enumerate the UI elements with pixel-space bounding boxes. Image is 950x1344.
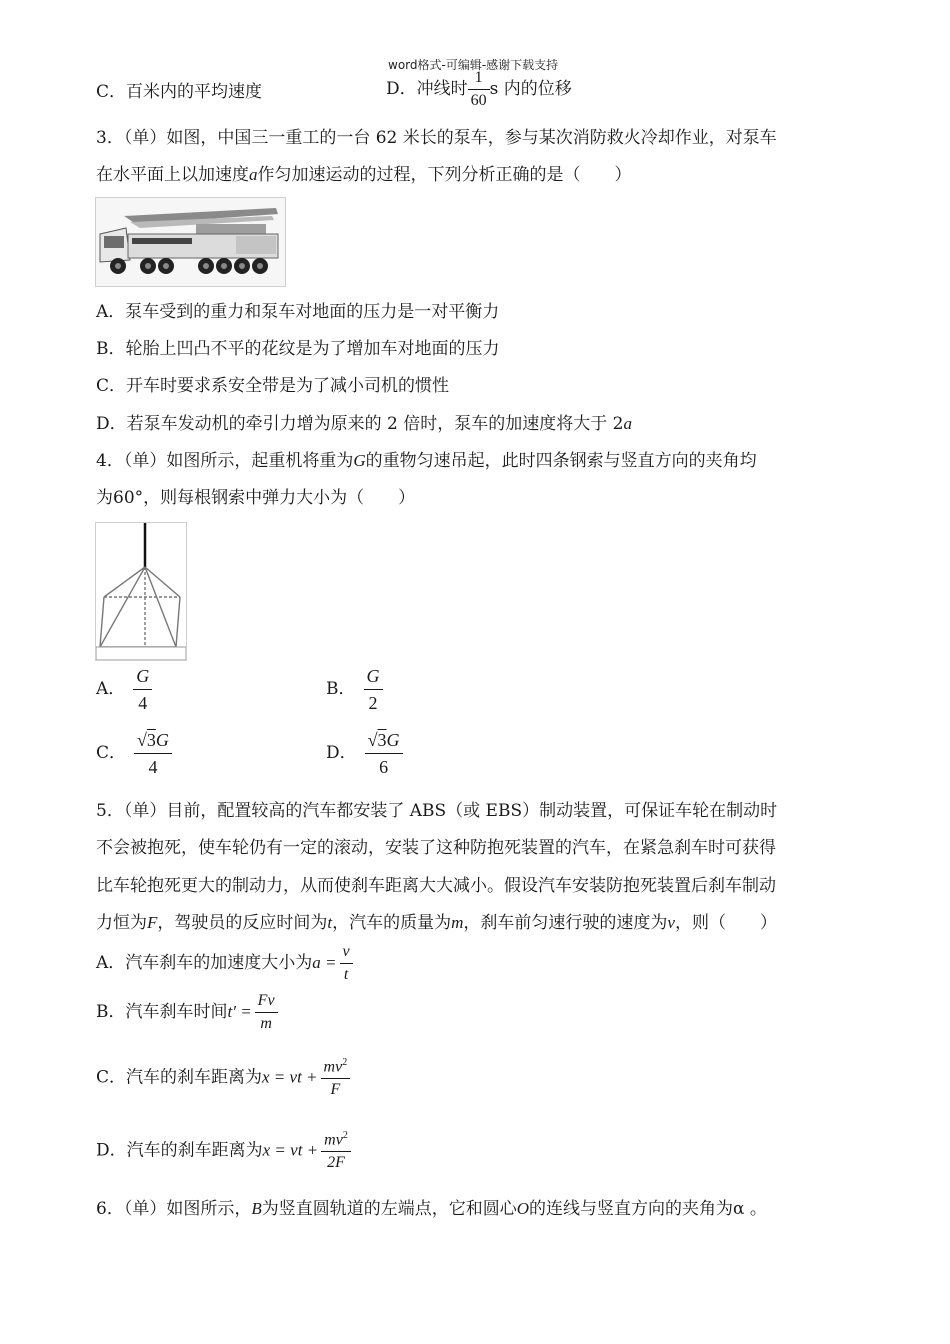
q5-option-c-text: C．汽车的刹车距离为 (96, 1067, 263, 1088)
q6-stem-line1 (96, 1198, 767, 1220)
q5-var-t: t (327, 913, 333, 932)
q3-option-b: B．轮胎上凹凸不平的花纹是为了增加车对地面的压力 (96, 339, 500, 359)
q2-option-c: C．百米内的平均速度 (96, 82, 263, 102)
fraction-numerator: 1 (468, 70, 490, 90)
q4-option-c-label: C． (96, 743, 127, 763)
q4-option-b-label: B． (326, 679, 356, 699)
q5-option-b-fraction (255, 993, 278, 1032)
q5-option-a (96, 944, 353, 983)
q4-option-b (326, 667, 383, 712)
q3-line2-pre: 在水平面上以加速度 (96, 165, 249, 185)
fraction-var: mv (324, 1131, 343, 1149)
fraction-denominator: 4 (148, 757, 158, 777)
q5-option-c-fraction (321, 1058, 351, 1098)
fraction-denominator: t (343, 966, 349, 983)
q5-option-d-text: D．汽车的刹车距离为 (96, 1140, 263, 1161)
sqrt-radicand: 3 (146, 730, 156, 750)
q3-option-c: C．开车时要求系安全带是为了减小司机的惯性 (96, 376, 450, 396)
q4-option-a-fraction (133, 667, 152, 712)
q4-stem-line2: 为60°，则每根钢索中弹力大小为（ ） (96, 488, 416, 508)
q5-var-f: F (147, 913, 158, 932)
q5-option-c (96, 1058, 350, 1098)
fraction-numerator: G (364, 667, 383, 690)
q4-option-d (326, 731, 403, 776)
q5-option-b (96, 993, 278, 1032)
fraction-numerator: v (340, 944, 353, 964)
fraction-numerator: √3G (134, 731, 172, 754)
pump-truck-image (95, 197, 286, 287)
q3-var-a: a (249, 165, 258, 184)
q6-var-b: B (251, 1199, 262, 1218)
fraction-var: mv (323, 1058, 343, 1076)
q3-option-a: A．泵车受到的重力和泵车对地面的压力是一对平衡力 (96, 302, 500, 322)
q4-option-b-fraction (364, 667, 383, 712)
q5-var-v: v (667, 913, 675, 932)
q3-option-d-var: a (623, 414, 632, 433)
q5-option-d-lhs: x = vt + (262, 1140, 319, 1160)
q5-line4-part5: ，则（ ） (674, 913, 777, 933)
page-header: word格式-可编辑-感谢下载支持 (388, 58, 559, 72)
q4-var-g: G (353, 451, 366, 470)
pump-truck-illustration (96, 198, 285, 286)
q5-option-a-text: A．汽车刹车的加速度大小为 (96, 953, 313, 973)
q5-option-d-fraction (321, 1131, 351, 1171)
q4-option-c (96, 731, 172, 776)
q2-option-d (386, 70, 572, 109)
fraction-denominator: 2 (368, 693, 378, 713)
q2-option-d-prefix: D．冲线时 (386, 79, 468, 99)
crane-diagram-svg (96, 523, 186, 660)
q4-option-d-label: D． (326, 743, 357, 763)
q6-var-o: O (516, 1199, 529, 1218)
q4-option-c-fraction (134, 731, 172, 776)
q4-option-a-label: A． (96, 679, 126, 699)
fraction-var: G (155, 730, 169, 750)
q5-option-c-lhs: x = vt + (262, 1067, 318, 1087)
q6-pre: 6．（单）如图所示， (96, 1199, 252, 1219)
exponent: 2 (342, 1130, 348, 1141)
q5-stem-line4 (96, 912, 777, 934)
q4-line1-post: 的重物匀速吊起，此时四条钢索与竖直方向的夹角均 (365, 451, 757, 471)
q5-option-d (96, 1131, 351, 1171)
q6-post: 的连线与竖直方向的夹角为α 。 (529, 1199, 767, 1219)
fraction-denominator: 4 (138, 693, 148, 713)
q3-option-d (96, 413, 632, 435)
fraction-numerator: Fv (255, 993, 278, 1013)
q3-stem-line2 (96, 164, 632, 186)
q5-stem-line3: 比车轮抱死更大的制动力，从而使刹车距离大大减小。假设汽车安装防抱死装置后刹车制动 (96, 876, 776, 896)
fraction-numerator (321, 1058, 351, 1079)
q5-line4-part3: ，汽车的质量为 (332, 913, 452, 933)
crane-cable-diagram (95, 522, 187, 661)
q3-line2-post: 作匀加速运动的过程，下列分析正确的是（ ） (257, 165, 632, 185)
fraction-numerator: √3G (365, 731, 403, 754)
q4-line1-pre: 4．（单）如图所示，起重机将重为 (96, 451, 354, 471)
fraction-denominator: 2F (327, 1154, 345, 1172)
q6-mid: 为竖直圆轨道的左端点，它和圆心 (261, 1199, 517, 1219)
q5-option-b-text: B．汽车刹车时间 (96, 1002, 228, 1022)
fraction-denominator: F (330, 1081, 341, 1099)
q3-option-d-text: D．若泵车发动机的牵引力增为原来的 2 倍时，泵车的加速度将大于 2 (96, 414, 624, 434)
q5-option-a-fraction (340, 944, 353, 983)
q5-stem-line2: 不会被抱死，使车轮仍有一定的滚动，安装了这种防抱死装置的汽车，在紧急刹车时可获得 (96, 838, 776, 858)
q5-line4-part2: ，驾驶员的反应时间为 (157, 913, 328, 933)
q2-option-d-fraction (468, 70, 490, 109)
q5-option-b-lhs: t′ = (227, 1002, 252, 1021)
q2-option-d-suffix: s 内的位移 (489, 79, 572, 99)
fraction-denominator: 6 (379, 757, 389, 777)
fraction-denominator: m (260, 1015, 272, 1032)
q5-stem-line1: 5．（单）目前，配置较高的汽车都安装了 ABS（或 EBS）制动装置，可保证车轮在制动时 (96, 801, 778, 821)
q5-var-m: m (451, 913, 464, 932)
fraction-numerator (321, 1131, 351, 1152)
q5-line4-part4: ，刹车前匀速行驶的速度为 (463, 913, 668, 933)
q4-stem-line1 (96, 450, 757, 472)
q4-option-d-fraction (365, 731, 403, 776)
q3-stem-line1: 3．（单）如图，中国三一重工的一台 62 米长的泵车，参与某次消防救火冷却作业，对泵车 (96, 128, 777, 148)
fraction-var: G (386, 730, 400, 750)
q4-option-a (96, 667, 152, 712)
exponent: 2 (342, 1057, 348, 1068)
fraction-denominator: 60 (470, 92, 487, 109)
q5-option-a-lhs: a = (312, 953, 337, 972)
fraction-numerator: G (133, 667, 152, 690)
sqrt-radicand: 3 (377, 730, 387, 750)
q5-line4-part1: 力恒为 (96, 913, 147, 933)
